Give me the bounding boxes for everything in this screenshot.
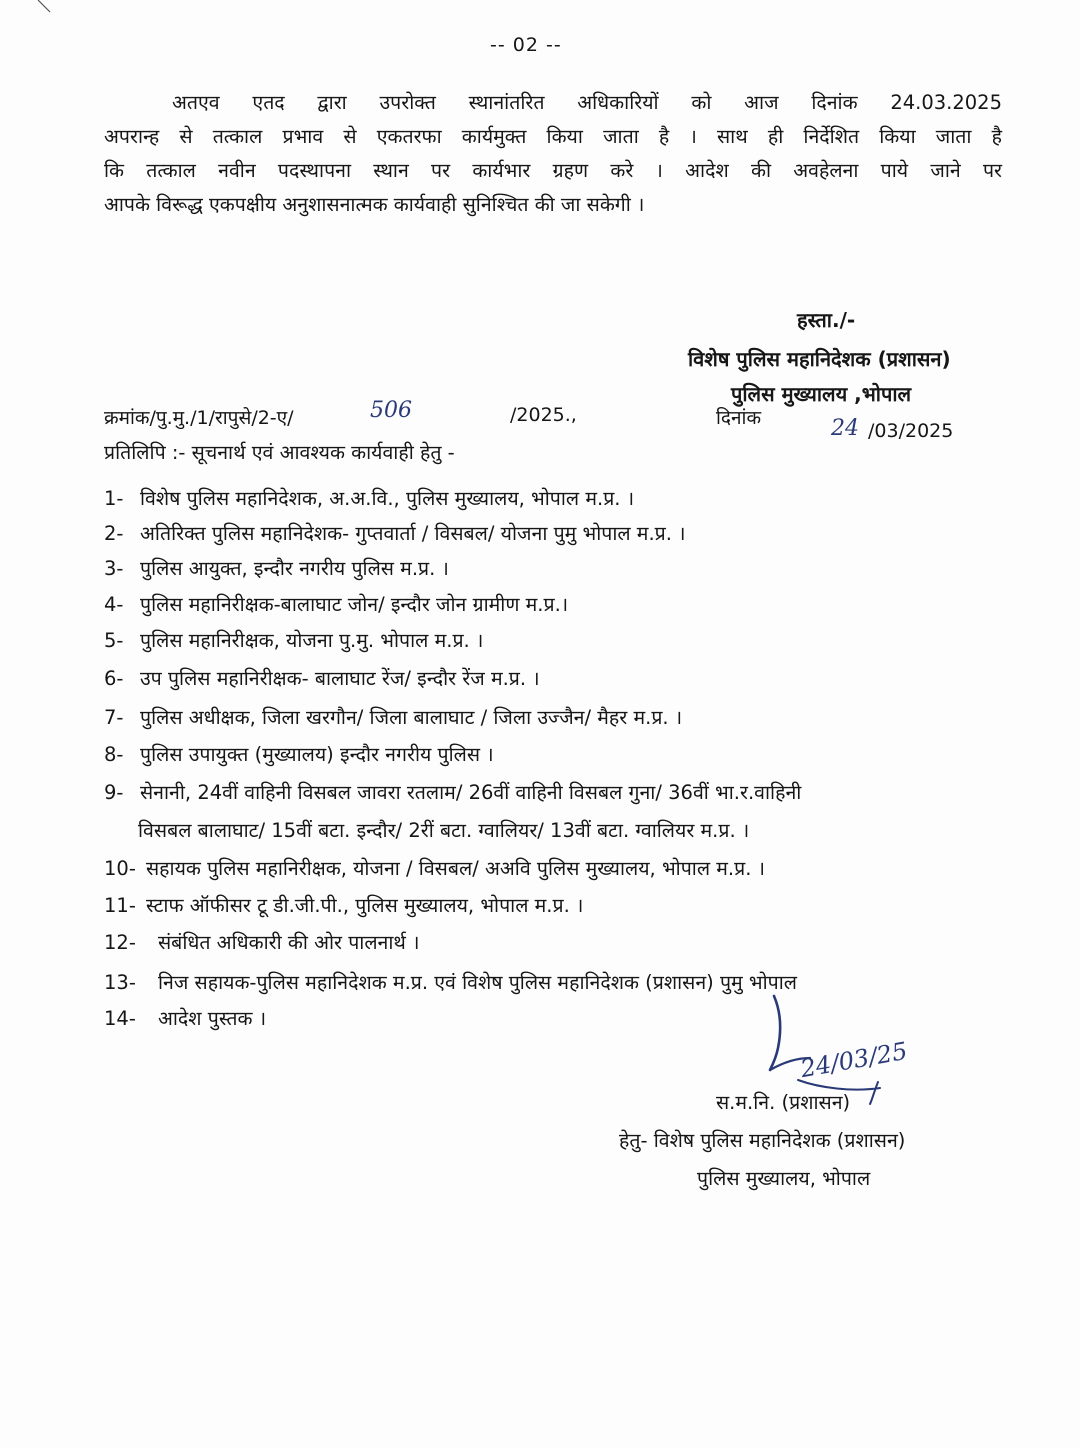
authority-office: पुलिस मुख्यालय ,भोपाल: [731, 382, 912, 406]
copy-list-text: आदेश पुस्तक ।: [158, 1007, 267, 1030]
copy-list-item: [104, 626, 483, 653]
copy-list-number: 3-: [104, 557, 124, 580]
copy-list-item: [104, 778, 801, 805]
copy-list-number: 6-: [104, 667, 124, 690]
copy-list-number: 9-: [104, 781, 124, 804]
copy-list-number: 4-: [104, 593, 124, 616]
copy-list-item: [104, 928, 419, 955]
page-number: -- 02 --: [490, 34, 562, 56]
copy-list-number: 5-: [104, 629, 124, 652]
copy-list-item: [104, 740, 494, 767]
copy-list-text: सहायक पुलिस महानिरीक्षक, योजना / विसबल/ अअवि पुलिस मुख्यालय, भोपाल म.प्र. ।: [146, 857, 766, 880]
copy-list-text: पुलिस महानिरीक्षक, योजना पु.मु. भोपाल म.प्र. ।: [140, 629, 484, 652]
copy-list-item: [104, 703, 682, 730]
copy-list-text: पुलिस अधीक्षक, जिला खरगौन/ जिला बालाघाट / जिला उज्जैन/ मैहर म.प्र. ।: [140, 706, 683, 729]
copy-list-number: 7-: [104, 706, 124, 729]
copy-list-text: पुलिस उपायुक्त (मुख्यालय) इन्दौर नगरीय पुलिस ।: [140, 743, 494, 766]
paragraph-line: अपरान्ह से तत्काल प्रभाव से एकतरफा कार्यमुक्त किया जाता है । साथ ही निर्देशित किया जाता है: [104, 125, 1002, 148]
copy-list-text: पुलिस आयुक्त, इन्दौर नगरीय पुलिस म.प्र. ।: [140, 557, 449, 580]
copy-list-text: स्टाफ ऑफीसर टू डी.जी.पी., पुलिस मुख्यालय, भोपाल म.प्र. ।: [146, 894, 584, 917]
copy-list-text: विशेष पुलिस महानिदेशक, अ.अ.वि., पुलिस मुख्यालय, भोपाल म.प्र. ।: [140, 487, 635, 510]
paragraph-line: आपके विरूद्ध एकपक्षीय अनुशासनात्मक कार्यवाही सुनिश्चित की जा सकेगी ।: [104, 193, 645, 216]
copy-list-text: सेनानी, 24वीं वाहिनी विसबल जावरा रतलाम/ 26वीं वाहिनी विसबल गुना/ 36वीं भा.र.वाहिनी: [140, 781, 802, 804]
paragraph-line: कि तत्काल नवीन पदस्थापना स्थान पर कार्यभार ग्रहण करे । आदेश की अवहेलना पाये जाने पर: [104, 159, 1002, 182]
copy-list-item: [138, 816, 749, 843]
copy-list-item: [104, 554, 449, 581]
copy-list-text: निज सहायक-पुलिस महानिदेशक म.प्र. एवं विशेष पुलिस महानिदेशक (प्रशासन) पुमु भोपाल: [158, 971, 798, 994]
signatory-on-behalf: हेतु- विशेष पुलिस महानिदेशक (प्रशासन): [619, 1129, 906, 1152]
handwritten-date-day: 24: [831, 416, 859, 441]
copy-list-text: विसबल बालाघाट/ 15वीं बटा. इन्दौर/ 2रीं बटा. ग्वालियर/ 13वीं बटा. ग्वालियर म.प्र. ।: [138, 819, 750, 842]
date-month-year: /03/2025: [868, 420, 954, 442]
copy-list-number: 11-: [104, 894, 136, 917]
copy-list-item: [104, 519, 686, 546]
copy-list-number: 8-: [104, 743, 124, 766]
date-label: दिनांक: [716, 407, 762, 429]
copy-list-item: [104, 1004, 266, 1031]
copy-list-number: 13-: [104, 971, 136, 994]
copy-list-text: उप पुलिस महानिरीक्षक- बालाघाट रेंज/ इन्दौर रेंज म.प्र. ।: [140, 667, 540, 690]
copy-list-number: 14-: [104, 1007, 136, 1030]
order-paragraph: [104, 86, 1002, 222]
copy-list-number: 10-: [104, 857, 136, 880]
handwritten-signature-date: 24/03/25: [798, 1036, 910, 1084]
copy-list-number: 12-: [104, 931, 136, 954]
copy-list-item: [104, 484, 634, 511]
copy-list-item: [104, 968, 797, 995]
signatory-designation: स.म.नि. (प्रशासन): [716, 1091, 851, 1114]
reference-number: क्रमांक/पु.मु./1/रापुसे/2-ए/: [104, 407, 294, 429]
authority-title: विशेष पुलिस महानिदेशक (प्रशासन): [688, 347, 951, 371]
copy-list-text: पुलिस महानिरीक्षक-बालाघाट जोन/ इन्दौर जोन ग्रामीण म.प्र.।: [140, 593, 569, 616]
copy-list-number: 1-: [104, 487, 124, 510]
handwritten-reference-number: 506: [370, 398, 412, 423]
signed-mark: हस्ता./-: [797, 308, 856, 332]
copy-list-item: [104, 891, 583, 918]
paragraph-line: अतएव एतद द्वारा उपरोक्त स्थानांतरित अधिकारियों को आज दिनांक 24.03.2025: [172, 91, 1002, 114]
copy-list-item: [104, 590, 568, 617]
copy-list-number: 2-: [104, 522, 124, 545]
copy-list-text: संबंधित अधिकारी की ओर पालनार्थ ।: [158, 931, 420, 954]
signatory-office: पुलिस मुख्यालय, भोपाल: [697, 1167, 871, 1190]
copy-list-text: अतिरिक्त पुलिस महानिदेशक- गुप्तवार्ता / विसबल/ योजना पुमु भोपाल म.प्र. ।: [140, 522, 686, 545]
reference-year: /2025.,: [510, 404, 577, 426]
copy-list-item: [104, 854, 765, 881]
copy-intro: प्रतिलिपि :- सूचनार्थ एवं आवश्यक कार्यवाही हेतु -: [104, 441, 455, 464]
copy-list-item: [104, 664, 540, 691]
edge-mark: [36, 0, 56, 14]
